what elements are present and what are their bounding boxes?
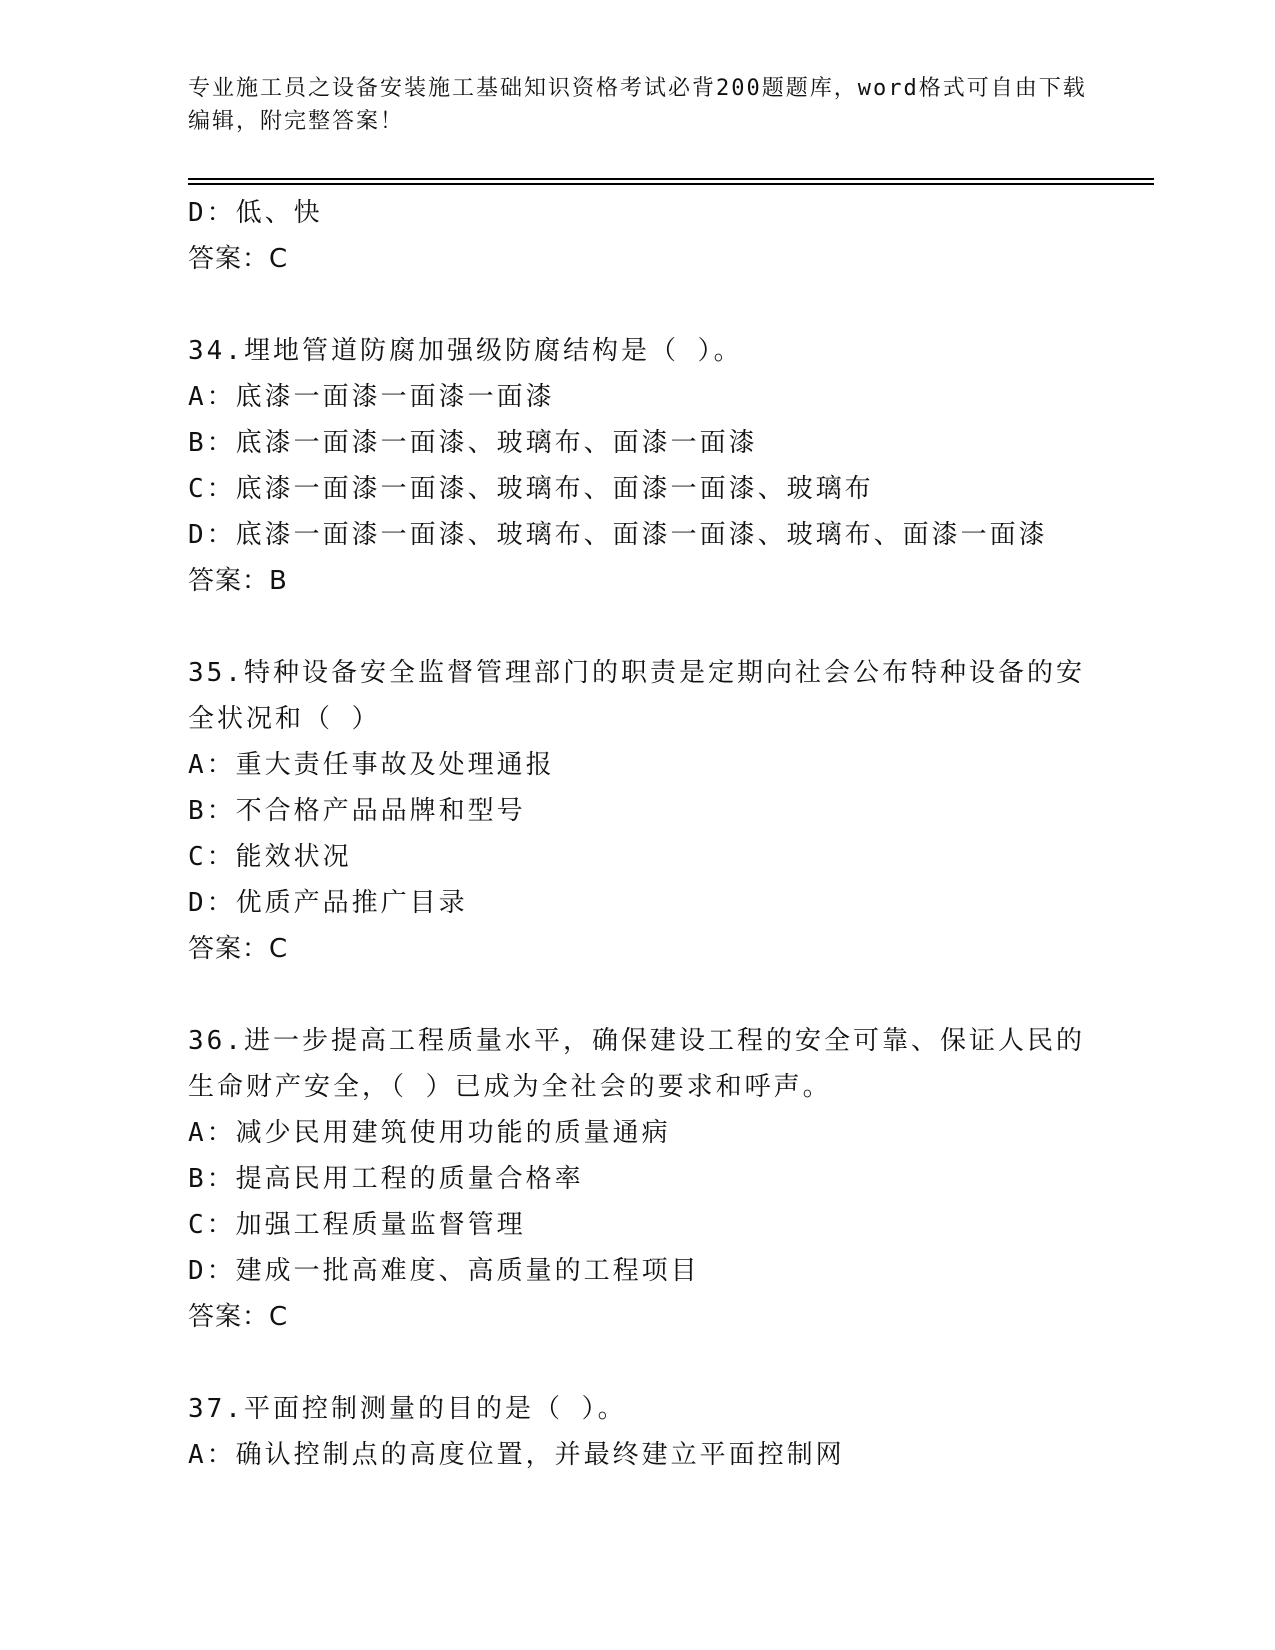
question-list xyxy=(188,190,1088,1478)
option-a: A：确认控制点的高度位置，并最终建立平面控制网 xyxy=(188,1440,845,1470)
question-stem-line-1: 36.进一步提高工程质量水平，确保建设工程的安全可靠、保证人民的 xyxy=(188,1026,1085,1056)
option-d: D：优质产品推广目录 xyxy=(188,888,468,918)
question-34 xyxy=(188,328,1088,604)
question-stem-line-1: 35.特种设备安全监督管理部门的职责是定期向社会公布特种设备的安 xyxy=(188,658,1085,688)
spacer xyxy=(188,604,1088,650)
answer: 答案：C xyxy=(188,1302,289,1332)
spacer xyxy=(188,1340,1088,1386)
question-stem: 34.埋地管道防腐加强级防腐结构是（ ）。 xyxy=(188,336,743,366)
page-header: 专业施工员之设备安装施工基础知识资格考试必背200题题库，word格式可自由下载编辑，附完整答案！ xyxy=(188,76,1087,134)
option-d: D：建成一批高难度、高质量的工程项目 xyxy=(188,1256,700,1286)
option-c: C：加强工程质量监督管理 xyxy=(188,1210,526,1240)
option-d: D：低、快 xyxy=(188,198,323,228)
option-b: B：底漆一面漆一面漆、玻璃布、面漆一面漆 xyxy=(188,428,758,458)
answer: 答案：C xyxy=(188,934,289,964)
question-stem: 37.平面控制测量的目的是（ ）。 xyxy=(188,1394,627,1424)
option-c: C：能效状况 xyxy=(188,842,352,872)
question-37 xyxy=(188,1386,1088,1478)
header-rule-bottom xyxy=(188,183,1154,185)
answer: 答案：B xyxy=(188,566,288,596)
option-a: A：重大责任事故及处理通报 xyxy=(188,750,555,780)
answer: 答案：C xyxy=(188,244,289,274)
question-36 xyxy=(188,1018,1088,1340)
question-35 xyxy=(188,650,1088,972)
spacer xyxy=(188,972,1088,1018)
option-a: A：底漆一面漆一面漆一面漆 xyxy=(188,382,555,412)
question-33 xyxy=(188,190,1088,282)
question-stem-line-2: 全状况和（ ） xyxy=(188,704,381,734)
option-a: A：减少民用建筑使用功能的质量通病 xyxy=(188,1118,671,1148)
option-c: C：底漆一面漆一面漆、玻璃布、面漆一面漆、玻璃布 xyxy=(188,474,874,504)
spacer xyxy=(188,282,1088,328)
option-d: D：底漆一面漆一面漆、玻璃布、面漆一面漆、玻璃布、面漆一面漆 xyxy=(188,520,1048,550)
option-b: B：提高民用工程的质量合格率 xyxy=(188,1164,584,1194)
option-b: B：不合格产品品牌和型号 xyxy=(188,796,526,826)
header-rule-top xyxy=(188,178,1154,180)
question-stem-line-2: 生命财产安全，（ ）已成为全社会的要求和呼声。 xyxy=(188,1072,832,1102)
